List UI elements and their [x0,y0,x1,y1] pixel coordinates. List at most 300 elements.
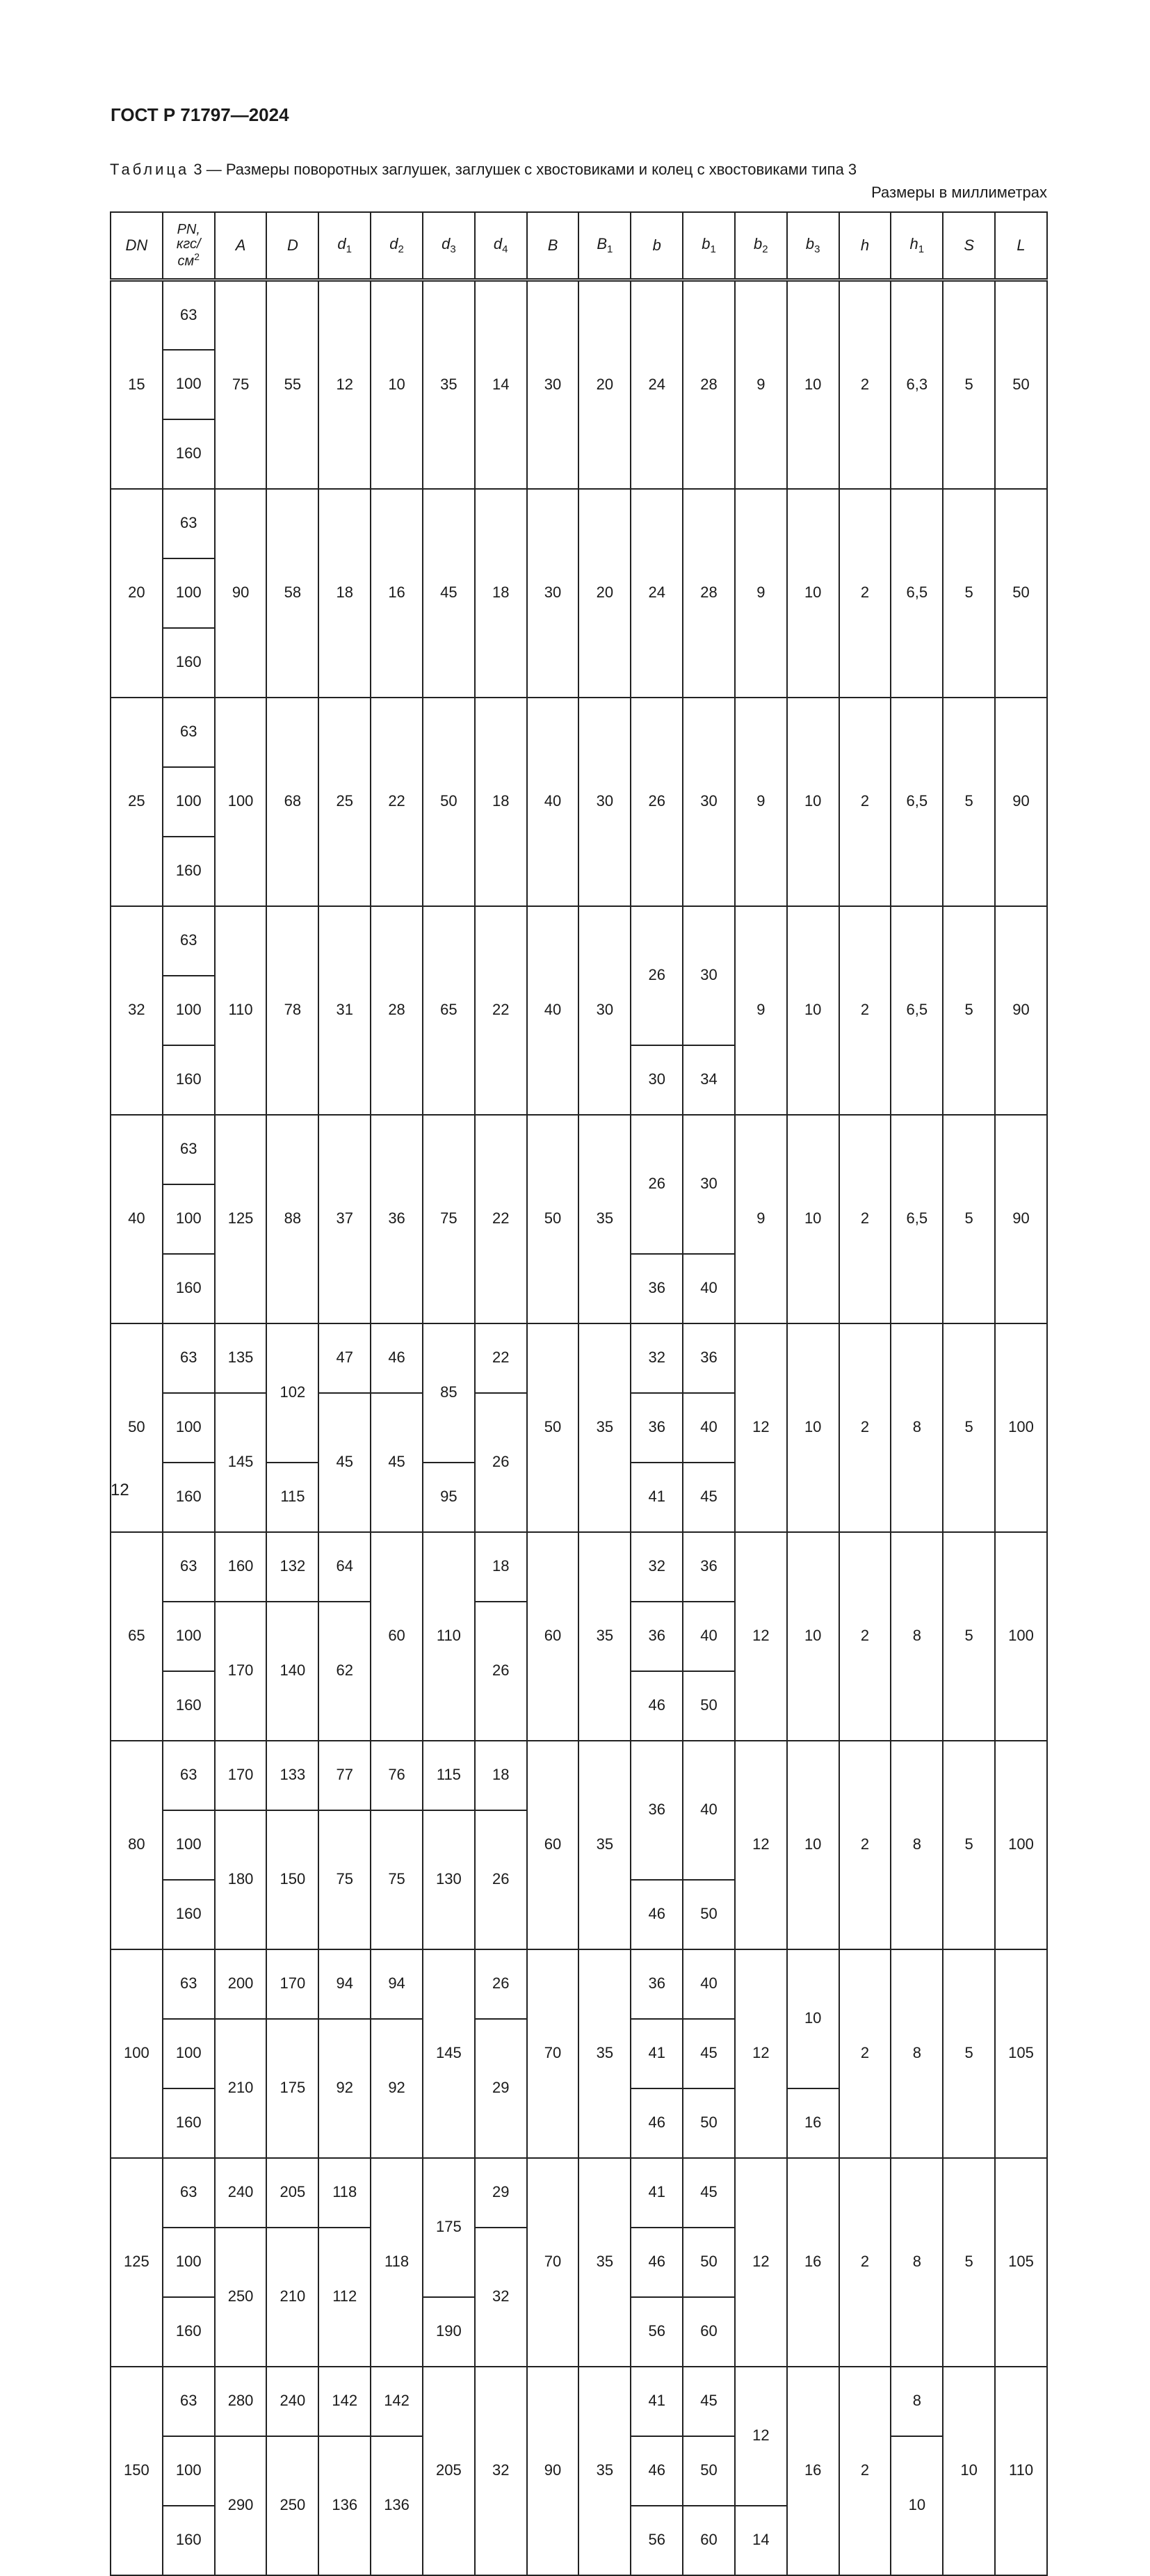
table-cell: 45 [318,1393,371,1532]
table-cell: 63 [163,1323,215,1393]
table-cell: 16 [371,489,423,698]
table-cell: 24 [631,280,683,489]
table-cell: 63 [163,280,215,350]
table-cell: 250 [215,2228,267,2367]
table-cell: 160 [163,2088,215,2158]
table-cell: 90 [995,906,1047,1115]
table-cell: 25 [111,698,163,906]
table-cell: 50 [683,2228,735,2297]
column-header: $d_1$ [318,212,371,280]
table-cell: 30 [683,698,735,906]
table-cell: 30 [527,489,579,698]
table-cell: 150 [266,1810,318,1949]
table-cell: 10 [787,698,839,906]
table-cell: 160 [163,1880,215,1949]
table-cell: 36 [371,1115,423,1323]
table-cell: 18 [475,1532,527,1602]
table-cell: 200 [215,1949,267,2019]
table-cell: 60 [371,1532,423,1741]
table-cell: 94 [318,1949,371,2019]
table-cell: 12 [735,1949,787,2158]
table-cell: 100 [163,1810,215,1880]
table-cell: 6,3 [891,280,943,489]
table-cell: 35 [578,1741,631,1949]
table-cell: 63 [163,2367,215,2436]
table-cell: 160 [163,2297,215,2367]
table-cell: 45 [683,2019,735,2088]
table-cell: 6,5 [891,906,943,1115]
table-cell: 6,5 [891,698,943,906]
table-cell: 10 [891,2436,943,2575]
table-cell: 34 [683,1045,735,1115]
table-cell: 22 [371,698,423,906]
column-header: h [839,212,891,280]
table-cell: 12 [318,280,371,489]
table-cell: 2 [839,1323,891,1532]
table-cell: 100 [163,2436,215,2506]
table-cell: 46 [371,1323,423,1393]
table-cell: 68 [266,698,318,906]
table-cell: 37 [318,1115,371,1323]
table-cell: 110 [423,1532,475,1741]
table-cell: 41 [631,2158,683,2228]
column-header: D [266,212,318,280]
table-cell: 64 [318,1532,371,1602]
table-cell: 8 [891,2158,943,2367]
table-cell: 133 [266,1741,318,1810]
table-cell: 75 [318,1810,371,1949]
column-header-pn: PN, кгс/ $см^2$ [163,212,215,280]
table-cell: 92 [318,2019,371,2158]
table-row [111,1532,1047,1567]
table-cell: 63 [163,1115,215,1184]
table-cell: 18 [475,489,527,698]
table-row [111,1323,1047,1358]
page-number: 12 [111,1481,129,1499]
table-cell: 26 [475,1393,527,1532]
table-cell: 136 [371,2436,423,2575]
table-cell: 76 [371,1741,423,1810]
table-cell: 105 [995,2158,1047,2367]
table-cell: 32 [631,1532,683,1602]
table-cell: 12 [735,1323,787,1532]
table-cell: 36 [683,1323,735,1393]
table-cell: 130 [423,1810,475,1949]
table-cell: 26 [475,1602,527,1741]
table-cell: 10 [943,2367,995,2575]
table-cell: 35 [578,1323,631,1532]
table-cell: 35 [578,1532,631,1741]
table-cell: 65 [423,906,475,1115]
table-cell: 29 [475,2158,527,2228]
table-cell: 8 [891,1532,943,1741]
table-header [111,212,1047,280]
table-cell: 45 [683,2158,735,2228]
table-cell: 90 [995,1115,1047,1323]
table-cell: 63 [163,698,215,767]
table-cell: 160 [163,1254,215,1323]
table-row [111,1741,1047,1776]
table-cell: 10 [787,1741,839,1949]
table-cell: 30 [683,1115,735,1254]
table-cell: 20 [578,489,631,698]
table-cell: 5 [943,1741,995,1949]
table-cell: 110 [995,2367,1047,2575]
table-cell: 70 [527,1949,579,2158]
table-cell: 2 [839,906,891,1115]
table-cell: 90 [995,698,1047,906]
table-cell: 60 [683,2506,735,2575]
table-cell: 63 [163,1949,215,2019]
table-cell: 100 [163,767,215,837]
table-cell: 30 [578,698,631,906]
table-cell: 2 [839,698,891,906]
table-cell: 5 [943,280,995,489]
header-row [111,212,1047,280]
table-cell: 46 [631,2088,683,2158]
table-cell: 46 [631,2436,683,2506]
table-cell: 160 [163,837,215,906]
column-header: $d_2$ [371,212,423,280]
table-cell: 5 [943,698,995,906]
table-cell: 60 [527,1741,579,1949]
table-cell: 100 [163,558,215,628]
table-cell: 100 [995,1323,1047,1532]
table-cell: 56 [631,2506,683,2575]
table-cell: 210 [215,2019,267,2158]
table-cell: 100 [163,1602,215,1671]
table-cell: 118 [318,2158,371,2228]
table-cell: 8 [891,1323,943,1532]
table-cell: 40 [111,1115,163,1323]
table-cell: 2 [839,489,891,698]
table-cell: 10 [787,906,839,1115]
table-cell: 58 [266,489,318,698]
table-cell: 45 [683,1463,735,1532]
table-cell: 9 [735,1115,787,1323]
table-caption-text: 3 — Размеры поворотных заглушек, заглушек с хвостовиками и колец с хвостовиками типа 3 [189,161,857,178]
table-cell: 290 [215,2436,267,2575]
table-cell: 8 [891,1949,943,2158]
table-cell: 35 [423,280,475,489]
table-cell: 80 [111,1741,163,1949]
table-cell: 36 [631,1602,683,1671]
table-row [111,698,1047,732]
table-cell: 50 [683,2436,735,2506]
table-cell: 36 [631,1741,683,1880]
table-cell: 205 [423,2367,475,2575]
table-cell: 5 [943,489,995,698]
table-cell: 50 [683,2088,735,2158]
table-cell: 40 [683,1741,735,1880]
table-cell: 35 [578,1115,631,1323]
table-cell: 100 [163,2228,215,2297]
table-cell: 46 [631,1671,683,1741]
table-cell: 20 [578,280,631,489]
table-cell: 26 [475,1810,527,1949]
table-cell: 142 [318,2367,371,2436]
table-cell: 40 [683,1393,735,1463]
table-cell: 63 [163,2158,215,2228]
table-cell: 45 [371,1393,423,1532]
table-cell: 31 [318,906,371,1115]
table-cell: 9 [735,698,787,906]
table-cell: 112 [318,2228,371,2367]
table-cell: 100 [163,350,215,419]
table-cell: 40 [527,906,579,1115]
units-note: Размеры в миллиметрах [871,184,1047,201]
table-cell: 5 [943,2158,995,2367]
table-cell: 50 [683,1671,735,1741]
table-cell: 36 [631,1254,683,1323]
table-cell: 30 [578,906,631,1115]
table-cell: 30 [631,1045,683,1115]
table-cell: 41 [631,1463,683,1532]
table-cell: 60 [527,1532,579,1741]
table-cell: 10 [787,280,839,489]
table-cell: 36 [631,1949,683,2019]
table-cell: 10 [787,1115,839,1323]
column-header: S [943,212,995,280]
table-cell: 10 [371,280,423,489]
table-cell: 5 [943,1532,995,1741]
table-cell: 136 [318,2436,371,2575]
table-cell: 77 [318,1741,371,1810]
table-cell: 2 [839,1741,891,1949]
table-cell: 145 [423,1949,475,2158]
table-cell: 75 [371,1810,423,1949]
table-cell: 5 [943,1115,995,1323]
table-cell: 85 [423,1323,475,1463]
column-header: $b_2$ [735,212,787,280]
table-cell: 14 [475,280,527,489]
table-cell: 50 [423,698,475,906]
table-cell: 78 [266,906,318,1115]
table-cell: 45 [423,489,475,698]
table-cell: 35 [578,2158,631,2367]
column-header: $h_1$ [891,212,943,280]
table-cell: 5 [943,1323,995,1532]
column-header: $d_4$ [475,212,527,280]
table-row [111,2158,1047,2193]
table-cell: 175 [423,2158,475,2297]
table-cell: 40 [683,1602,735,1671]
table-cell: 26 [475,1949,527,2019]
table-cell: 160 [215,1532,267,1602]
table-cell: 170 [215,1741,267,1810]
table-cell: 8 [891,2367,943,2436]
table-cell: 28 [371,906,423,1115]
table-cell: 16 [787,2158,839,2367]
table-cell: 16 [787,2088,839,2158]
table-cell: 41 [631,2367,683,2436]
table-cell: 10 [787,1949,839,2088]
table-cell: 26 [631,698,683,906]
table-cell: 115 [266,1463,318,1532]
table-cell: 9 [735,489,787,698]
table-cell: 28 [683,489,735,698]
table-cell: 40 [683,1949,735,2019]
table-cell: 32 [111,906,163,1115]
table-cell: 12 [735,1532,787,1741]
table-cell: 2 [839,2367,891,2575]
table-cell: 15 [111,280,163,489]
table-cell: 145 [215,1393,267,1532]
column-header: b [631,212,683,280]
column-header: A [215,212,267,280]
table-cell: 2 [839,1532,891,1741]
table-cell: 180 [215,1810,267,1949]
table-cell: 22 [475,906,527,1115]
table-cell: 45 [683,2367,735,2436]
table-cell: 20 [111,489,163,698]
table-cell: 60 [683,2297,735,2367]
table-cell: 88 [266,1115,318,1323]
table-cell: 26 [631,1115,683,1254]
table-cell: 160 [163,628,215,698]
table-cell: 240 [215,2158,267,2228]
table-cell: 70 [527,2158,579,2367]
table-cell: 56 [631,2297,683,2367]
table-cell: 22 [475,1323,527,1393]
table-cell: 50 [995,489,1047,698]
table-cell: 40 [683,1254,735,1323]
table-cell: 160 [163,2506,215,2575]
table-row [111,1115,1047,1150]
table-cell: 94 [371,1949,423,2019]
table-cell: 65 [111,1532,163,1741]
column-header: $b_3$ [787,212,839,280]
table-cell: 28 [683,280,735,489]
table-cell: 8 [891,1741,943,1949]
table-cell: 170 [266,1949,318,2019]
table-cell: 190 [423,2297,475,2367]
table-cell: 30 [683,906,735,1045]
column-header: $b_1$ [683,212,735,280]
table-cell: 16 [787,2367,839,2575]
table-cell: 32 [475,2367,527,2575]
table-cell: 125 [215,1115,267,1323]
table-cell: 10 [787,1323,839,1532]
table-cell: 100 [163,1393,215,1463]
table-cell: 63 [163,1532,215,1602]
table-cell: 205 [266,2158,318,2228]
table-cell: 29 [475,2019,527,2158]
table-cell: 175 [266,2019,318,2158]
table-cell: 10 [787,1532,839,1741]
column-header: DN [111,212,163,280]
table-cell: 12 [735,2367,787,2506]
column-header: L [995,212,1047,280]
table-cell: 32 [475,2228,527,2367]
table-cell: 160 [163,1671,215,1741]
table-cell: 118 [371,2158,423,2367]
table-cell: 100 [995,1741,1047,1949]
table-cell: 26 [631,906,683,1045]
table-cell: 36 [631,1393,683,1463]
table-cell: 75 [215,280,267,489]
table-cell: 90 [527,2367,579,2575]
table-cell: 142 [371,2367,423,2436]
table-cell: 47 [318,1323,371,1393]
table-cell: 24 [631,489,683,698]
table-cell: 50 [995,280,1047,489]
table-cell: 2 [839,280,891,489]
table-cell: 35 [578,2367,631,2575]
table-cell: 10 [787,489,839,698]
table-cell: 160 [163,419,215,489]
table-cell: 160 [163,1463,215,1532]
table-caption-label: Таблица [110,161,190,178]
table-cell: 132 [266,1532,318,1602]
table-cell: 75 [423,1115,475,1323]
table-row [111,1949,1047,1984]
table-cell: 6,5 [891,1115,943,1323]
table-cell: 100 [163,976,215,1045]
table-caption [110,161,857,179]
table-cell: 46 [631,1880,683,1949]
dimensions-table [110,211,1048,2576]
table-cell: 105 [995,1949,1047,2158]
table-cell: 46 [631,2228,683,2297]
table-cell: 125 [111,2158,163,2367]
table-cell: 50 [527,1115,579,1323]
table-cell: 35 [578,1949,631,2158]
table-cell: 12 [735,2158,787,2367]
table-cell: 100 [215,698,267,906]
table-row [111,489,1047,524]
table-cell: 240 [266,2367,318,2436]
table-cell: 41 [631,2019,683,2088]
table-cell: 63 [163,1741,215,1810]
table-cell: 100 [163,2019,215,2088]
table-cell: 50 [111,1323,163,1532]
table-cell: 32 [631,1323,683,1393]
table-cell: 100 [163,1184,215,1254]
table-row [111,906,1047,941]
table-row [111,2367,1047,2401]
table-cell: 5 [943,906,995,1115]
table-cell: 50 [527,1323,579,1532]
column-header: $d_3$ [423,212,475,280]
table-cell: 95 [423,1463,475,1532]
table-cell: 115 [423,1741,475,1810]
table-cell: 18 [318,489,371,698]
table-row [111,280,1047,315]
table-cell: 250 [266,2436,318,2575]
table-cell: 210 [266,2228,318,2367]
table-cell: 160 [163,1045,215,1115]
table-cell: 2 [839,1115,891,1323]
table-cell: 18 [475,698,527,906]
column-header: $B_1$ [578,212,631,280]
table-cell: 14 [735,2506,787,2575]
table-cell: 135 [215,1323,267,1393]
table-cell: 50 [683,1880,735,1949]
table-cell: 55 [266,280,318,489]
table-cell: 5 [943,1949,995,2158]
table-cell: 36 [683,1532,735,1602]
table-cell: 2 [839,1949,891,2158]
document-title: ГОСТ Р 71797—2024 [111,104,289,125]
table-cell: 100 [995,1532,1047,1741]
table-cell: 63 [163,906,215,976]
table-cell: 110 [215,906,267,1115]
table-cell: 140 [266,1602,318,1741]
table-cell: 62 [318,1602,371,1741]
table-cell: 2 [839,2158,891,2367]
table-cell: 102 [266,1323,318,1463]
